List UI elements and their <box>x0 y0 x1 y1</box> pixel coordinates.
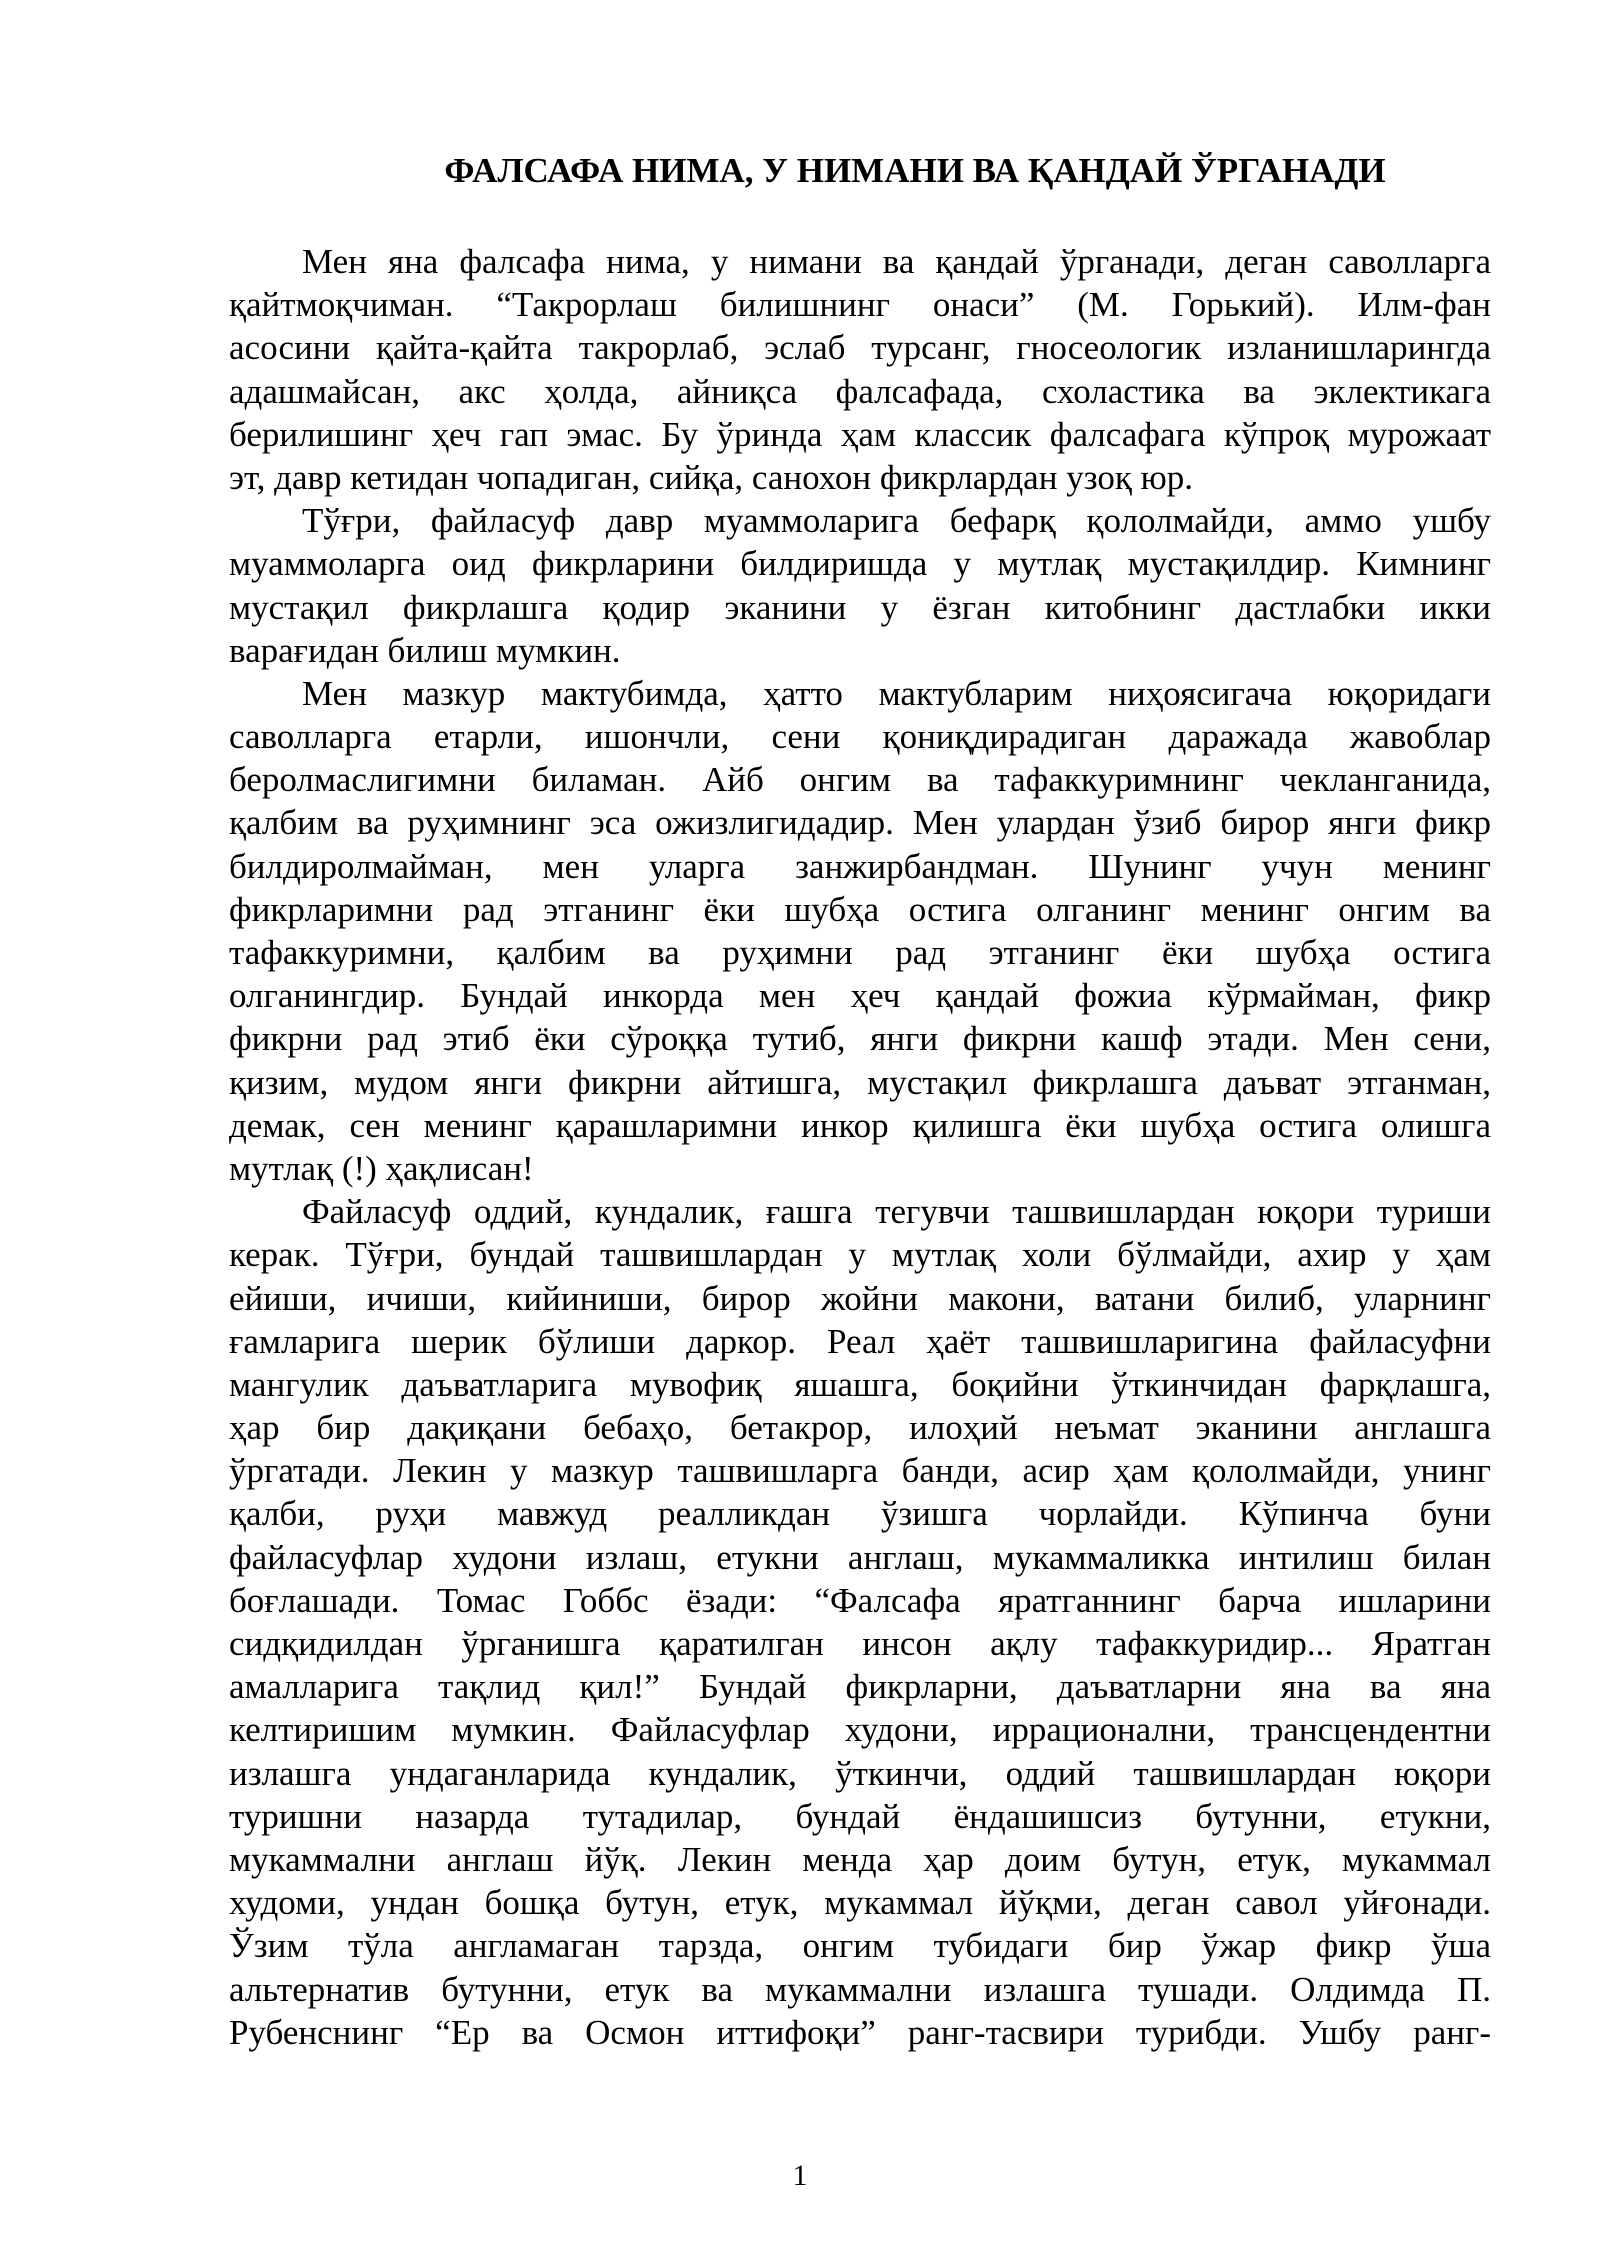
paragraph-line: файласуфлар худони излаш, етукни англаш, мукаммаликка интилиш билан <box>229 1537 1491 1577</box>
page-number: 1 <box>792 2159 808 2192</box>
paragraph-line: альтернатив бутунни, етук ва мукаммални излашга тушади. Олдимда П. <box>229 1969 1491 2009</box>
paragraph-line: Рубенснинг “Ер ва Осмон иттифоқи” ранг-тасвири турибди. Ушбу ранг- <box>229 2012 1491 2052</box>
paragraph-line: мутлақ (!) ҳақлисан! <box>229 1148 534 1188</box>
paragraph-line: амалларига тақлид қил!” Бундай фикрларни, даъватларни яна ва яна <box>229 1667 1491 1707</box>
paragraph <box>229 499 1491 672</box>
paragraph-line: эт, давр кетидан чопадиган, сийқа, санохон фикрлардан узоқ юр. <box>229 457 1193 497</box>
paragraph-line: саволларга етарли, ишончли, сени қониқдирадиган даражада жавоблар <box>229 717 1491 757</box>
paragraph-line: қайтмоқчиман. “Такрорлаш билишнинг онаси” (М. Горький). Илм-фан <box>229 285 1491 325</box>
paragraph-line: билдиролмайман, мен уларга занжирбандман. Шунинг учун менинг <box>229 846 1491 886</box>
paragraph-line: Мен мазкур мактубимда, ҳатто мактубларим ниҳоясигача юқоридаги <box>302 673 1491 713</box>
paragraph-line: мустақил фикрлашга қодир эканини у ёзган китобнинг дастлабки икки <box>229 587 1491 627</box>
paragraph-line: Мен яна фалсафа нима, у нимани ва қандай ўрганади, деган саволларга <box>302 242 1491 281</box>
paragraph-line: ғамларига шерик бўлиши даркор. Реал ҳаёт ташвишларигина файласуфни <box>229 1321 1491 1361</box>
paragraph-line: демак, сен менинг қарашларимни инкор қилишга ёки шубҳа остига олишга <box>229 1105 1491 1145</box>
paragraph-line: муаммоларга оид фикрларини билдиришда у мутлақ мустақилдир. Кимнинг <box>229 544 1491 584</box>
paragraph-line: Ўзим тўла англамаган тарзда, онгим тубидаги бир ўжар фикр ўша <box>229 1926 1491 1966</box>
paragraph <box>229 240 1491 499</box>
paragraph-line: тафаккуримни, қалбим ва руҳимни рад этганинг ёки шубҳа остига <box>229 933 1491 972</box>
paragraph-line: қалби, руҳи мавжуд реалликдан ўзишга чорлайди. Кўпинча буни <box>229 1494 1491 1534</box>
paragraph-line: ўргатади. Лекин у мазкур ташвишларга банди, асир ҳам қололмайди, унинг <box>229 1451 1491 1491</box>
paragraph-line: адашмайсан, акс ҳолда, айниқса фалсафада, схоластика ва эклектикага <box>229 371 1491 411</box>
paragraph-line: қизим, мудом янги фикрни айтишга, мустақил фикрлашга даъват этганман, <box>229 1062 1491 1102</box>
document-title: ФАЛСАФА НИМА, У НИМАНИ ВА ҚАНДАЙ ЎРГАНАДИ <box>444 151 1386 190</box>
paragraph-line: берилишинг ҳеч гап эмас. Бу ўринда ҳам классик фалсафага кўпроқ мурожаат <box>229 414 1491 454</box>
paragraph-line: Тўғри, файласуф давр муаммоларига бефарқ қололмайди, аммо ушбу <box>302 501 1491 541</box>
paragraph-line: керак. Тўғри, бундай ташвишлардан у мутлақ холи бўлмайди, ахир у ҳам <box>229 1235 1491 1275</box>
paragraph-line: мангулик даъватларига мувофиқ яшашга, боқийни ўткинчидан фарқлашга, <box>229 1364 1491 1404</box>
paragraph <box>229 672 1491 1190</box>
paragraph-line: туришни назарда тутадилар, бундай ёндашишсиз бутунни, етукни, <box>229 1796 1491 1836</box>
paragraph-line: мукаммални англаш йўқ. Лекин менда ҳар доим бутун, етук, мукаммал <box>229 1839 1491 1879</box>
paragraph-line: олганингдир. Бундай инкорда мен ҳеч қандай фожиа кўрмайман, фикр <box>229 976 1491 1016</box>
paragraph <box>229 1190 1491 2054</box>
paragraph-line: ейиши, ичиши, кийиниши, бирор жойни макони, ватани билиб, уларнинг <box>229 1278 1491 1318</box>
paragraph-line: ҳар бир дақиқани бебаҳо, бетакрор, илоҳий неъмат эканини англашга <box>229 1408 1491 1448</box>
paragraph-line: қалбим ва руҳимнинг эса ожизлигидадир. Мен улардан ўзиб бирор янги фикр <box>229 803 1491 843</box>
paragraph-line: боғлашади. Томас Гоббс ёзади: “Фалсафа яратганнинг барча ишларини <box>229 1580 1491 1620</box>
paragraph-line: беролмаслигимни биламан. Айб онгим ва тафаккуримнинг чекланганида, <box>229 760 1491 800</box>
paragraph-line: излашга ундаганларида кундалик, ўткинчи, оддий ташвишлардан юқори <box>229 1753 1491 1793</box>
paragraph-line: фикрни рад этиб ёки сўроққа тутиб, янги фикрни кашф этади. Мен сени, <box>229 1019 1491 1059</box>
paragraph-line: асосини қайта-қайта такрорлаб, эслаб турсанг, гносеологик изланишларингда <box>229 328 1491 368</box>
paragraph-line: варағидан билиш мумкин. <box>229 630 621 670</box>
paragraph-line: келтиришим мумкин. Файласуфлар худони, иррационални, трансцендентни <box>229 1710 1491 1750</box>
document-body <box>229 240 1491 2054</box>
paragraph-line: фикрларимни рад этганинг ёки шубҳа остига олганинг менинг онгим ва <box>229 889 1491 929</box>
paragraph-line: худоми, ундан бошқа бутун, етук, мукаммал йўқми, деган савол уйғонади. <box>229 1883 1491 1923</box>
paragraph-line: сидқидилдан ўрганишга қаратилган инсон ақлу тафаккуридир... Яратган <box>229 1624 1491 1663</box>
paragraph-line: Файласуф оддий, кундалик, ғашга тегувчи ташвишлардан юқори туриши <box>302 1192 1491 1232</box>
